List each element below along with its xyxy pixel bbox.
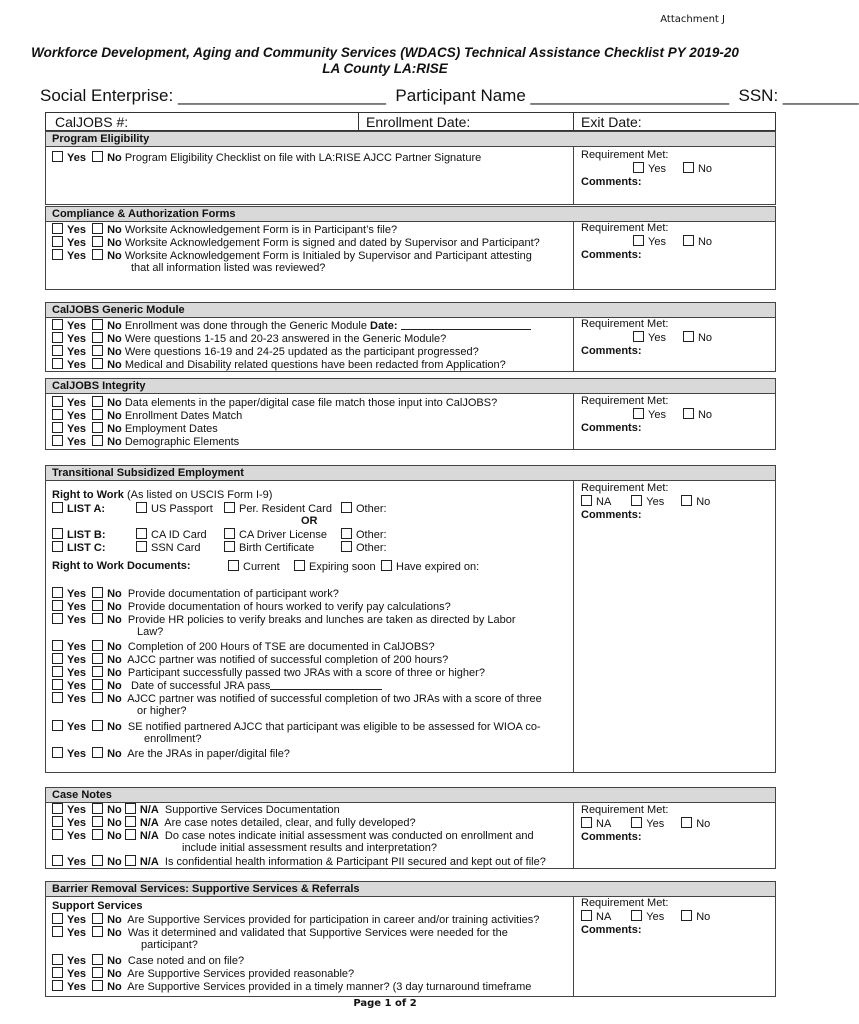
req-yes-checkbox[interactable] (633, 235, 644, 246)
no-checkbox[interactable] (92, 720, 103, 731)
no-checkbox[interactable] (92, 587, 103, 598)
req-no-checkbox[interactable] (681, 910, 692, 921)
yes-checkbox[interactable] (52, 692, 63, 703)
yes-checkbox[interactable] (52, 332, 63, 343)
enrollment-date-label: Enrollment Date: (366, 114, 471, 130)
req-yes-checkbox[interactable] (633, 408, 644, 419)
no-checkbox[interactable] (92, 816, 103, 827)
section-program-eligibility: Program Eligibility Yes No Program Eligibility Checklist on file with LA:RISE AJCC Partner Signature Requirement Met: Yes No Comments: (45, 131, 776, 205)
section-compliance-forms: Compliance & Authorization Forms Yes No Worksite Acknowledgement Form is in Participant’s file? Yes No Worksite Acknowledgement Form is signed and dated by Supervisor and Participant? Yes No Worksite Acknowledgement Form is Initialed by Supervisor and Participant attesting that all information listed was reviewed? Requirement Met: Yes No Comments: (45, 206, 776, 290)
yes-checkbox[interactable] (52, 587, 63, 598)
other-checkbox[interactable] (341, 541, 352, 552)
us-passport-checkbox[interactable] (136, 502, 147, 513)
no-checkbox[interactable] (92, 855, 103, 866)
no-checkbox[interactable] (92, 829, 103, 840)
yes-checkbox[interactable] (52, 816, 63, 827)
na-checkbox[interactable] (125, 855, 136, 866)
birth-cert-checkbox[interactable] (224, 541, 235, 552)
list-a-checkbox[interactable] (52, 502, 63, 513)
no-checkbox[interactable] (92, 653, 103, 664)
no-checkbox[interactable] (92, 747, 103, 758)
no-checkbox[interactable] (92, 358, 103, 369)
yes-checkbox[interactable] (52, 151, 63, 162)
req-yes-checkbox[interactable] (631, 910, 642, 921)
na-checkbox[interactable] (125, 829, 136, 840)
ca-id-checkbox[interactable] (136, 528, 147, 539)
no-checkbox[interactable] (92, 319, 103, 330)
requirement-met-block: Requirement Met: NA Yes No Comments: (581, 804, 711, 843)
no-checkbox[interactable] (92, 803, 103, 814)
yes-checkbox[interactable] (52, 913, 63, 924)
no-checkbox[interactable] (92, 926, 103, 937)
expired-checkbox[interactable] (381, 560, 392, 571)
yes-checkbox[interactable] (52, 345, 63, 356)
yes-checkbox[interactable] (52, 967, 63, 978)
req-yes-checkbox[interactable] (633, 162, 644, 173)
no-checkbox[interactable] (92, 151, 103, 162)
exit-date-label: Exit Date: (581, 114, 642, 130)
no-checkbox[interactable] (92, 422, 103, 433)
no-checkbox[interactable] (92, 613, 103, 624)
current-checkbox[interactable] (228, 560, 239, 571)
section-title: Compliance & Authorization Forms (46, 207, 775, 222)
page-number: Page 1 of 2 (353, 998, 417, 1009)
enrollment-date-field[interactable] (401, 319, 531, 330)
page-subtitle: LA County LA:RISE (322, 61, 448, 76)
req-no-checkbox[interactable] (681, 495, 692, 506)
req-no-checkbox[interactable] (683, 235, 694, 246)
list-c-checkbox[interactable] (52, 541, 63, 552)
section-caljobs-integrity: CalJOBS Integrity Yes No Data elements in the paper/digital case file match those input into CalJOBS? Yes No Enrollment Dates Match Yes No Employment Dates Yes No Demographic Elements Requirement Met: Yes No Comments: (45, 378, 776, 450)
section-barrier-removal: Barrier Removal Services: Supportive Services & Referrals Support Services Yes No Are Supportive Services provided for participation in career and/or training activities? Yes No Was it determined and validated that Supportive Services were needed for the participant? Yes No Case noted and on file? Yes No Are Supportive Services provided reasonable? Yes No Are Supportive Services provided in a timely manner? (3 day turnaround timeframe Requirement Met: NA Yes No Comments: (45, 881, 776, 997)
req-yes-checkbox[interactable] (633, 331, 644, 342)
yes-checkbox[interactable] (52, 679, 63, 690)
no-checkbox[interactable] (92, 967, 103, 978)
req-no-checkbox[interactable] (683, 331, 694, 342)
yes-checkbox[interactable] (52, 236, 63, 247)
req-na-checkbox[interactable] (581, 910, 592, 921)
req-na-checkbox[interactable] (581, 495, 592, 506)
no-checkbox[interactable] (92, 249, 103, 260)
no-checkbox[interactable] (92, 980, 103, 991)
no-checkbox[interactable] (92, 396, 103, 407)
yes-checkbox[interactable] (52, 319, 63, 330)
section-transitional-employment: Transitional Subsidized Employment Right to Work (As listed on USCIS Form I-9) LIST A: US Passport Per. Resident Card Other: OR LIST B: CA ID Card CA Driver License Other: LIST C: SSN Card Birth Certificate Other: Right to Work Documents: Current Expiring soon Have expired on: Yes No Provide documentation of participant work? Yes No Provide documentation of hours worked to verify pay calculations? Yes No Provide HR policies to verify breaks and lunches are taken as directed by Labor Law? Yes No Completion of 200 Hours of TSE are documented in CalJOBS? Yes No AJCC partner was notified of successful completion of 200 hours? Yes No Participant successfully passed two JRAs with a score of three or higher? Yes No Date of successful JRA pass Yes No AJCC partner was notified of successful completion of two JRAs with a score of three or higher? Yes No SE notified partnered AJCC that participant was eligible to be assessed for WIOA co- enrollment? Yes No Are the JRAs in paper/digital file? Requirement Met: NA Yes No Comments: (45, 465, 776, 773)
no-checkbox[interactable] (92, 345, 103, 356)
caljobs-info-row (45, 112, 776, 131)
requirement-met-block: Requirement Met: Yes No Comments: (581, 318, 713, 357)
no-checkbox[interactable] (92, 692, 103, 703)
requirement-met-block: Requirement Met: NA Yes No Comments: (581, 897, 711, 936)
section-title: CalJOBS Integrity (46, 379, 775, 394)
requirement-met-block: Requirement Met: Yes No Comments: (581, 222, 713, 261)
requirement-met-block: Requirement Met: Yes No Comments: (581, 149, 713, 188)
na-checkbox[interactable] (125, 816, 136, 827)
yes-checkbox[interactable] (52, 223, 63, 234)
expiring-checkbox[interactable] (294, 560, 305, 571)
section-title: Transitional Subsidized Employment (46, 466, 775, 481)
yes-checkbox[interactable] (52, 803, 63, 814)
req-yes-checkbox[interactable] (631, 817, 642, 828)
yes-checkbox[interactable] (52, 653, 63, 664)
section-title: CalJOBS Generic Module (46, 303, 775, 318)
yes-checkbox[interactable] (52, 435, 63, 446)
yes-checkbox[interactable] (52, 358, 63, 369)
page-title: Workforce Development, Aging and Community Services (WDACS) Technical Assistance Checklist PY 2019-20 (31, 45, 739, 60)
section-title: Barrier Removal Services: Supportive Services & Referrals (46, 882, 775, 897)
req-no-checkbox[interactable] (683, 162, 694, 173)
per-resident-checkbox[interactable] (224, 502, 235, 513)
no-checkbox[interactable] (92, 954, 103, 965)
yes-checkbox[interactable] (52, 954, 63, 965)
yes-checkbox[interactable] (52, 747, 63, 758)
no-checkbox[interactable] (92, 223, 103, 234)
req-no-checkbox[interactable] (683, 408, 694, 419)
yes-checkbox[interactable] (52, 640, 63, 651)
no-checkbox[interactable] (92, 435, 103, 446)
no-checkbox[interactable] (92, 913, 103, 924)
yes-checkbox[interactable] (52, 249, 63, 260)
jra-date-field[interactable] (270, 679, 382, 690)
req-yes-checkbox[interactable] (631, 495, 642, 506)
yes-checkbox[interactable] (52, 600, 63, 611)
section-title: Program Eligibility (46, 132, 775, 147)
section-case-notes: Case Notes Yes No N/A Supportive Services Documentation Yes No N/A Are case notes detailed, clear, and fully developed? Yes No N/A Do case notes indicate initial assessment was conducted on enrollment and include initial assessment results and interpretation? Yes No N/A Is confidential health information & Participant PII secured and kept out of file? Requirement Met: NA Yes No Comments: (45, 787, 776, 869)
list-b-checkbox[interactable] (52, 528, 63, 539)
yes-checkbox[interactable] (52, 980, 63, 991)
yes-checkbox[interactable] (52, 855, 63, 866)
req-no-checkbox[interactable] (681, 817, 692, 828)
yes-checkbox[interactable] (52, 829, 63, 840)
section-caljobs-generic: CalJOBS Generic Module Yes No Enrollment was done through the Generic Module Date: Yes No Were questions 1-15 and 20-23 answered in the Generic Module? Yes No Were questions 16-19 and 24-25 updated as the participant progressed? Yes No Medical and Disability related questions have been redacted from Application? Requirement Met: Yes No Comments: (45, 302, 776, 372)
yes-checkbox[interactable] (52, 422, 63, 433)
section-title: Case Notes (46, 788, 775, 803)
participant-header-line: Social Enterprise: ______________________ Participant Name _____________________ SSN: ________ (40, 86, 859, 105)
ssn-card-checkbox[interactable] (136, 541, 147, 552)
no-checkbox[interactable] (92, 409, 103, 420)
caljobs-number-label: CalJOBS #: (55, 114, 129, 130)
yes-checkbox[interactable] (52, 409, 63, 420)
attachment-label: Attachment J (660, 14, 725, 25)
requirement-met-block: Requirement Met: NA Yes No Comments: (581, 482, 711, 521)
yes-checkbox[interactable] (52, 396, 63, 407)
no-checkbox[interactable] (92, 236, 103, 247)
ca-dl-checkbox[interactable] (224, 528, 235, 539)
no-checkbox[interactable] (92, 332, 103, 343)
other-checkbox[interactable] (341, 502, 352, 513)
requirement-met-block: Requirement Met: Yes No Comments: (581, 395, 713, 434)
na-checkbox[interactable] (125, 803, 136, 814)
yes-checkbox[interactable] (52, 926, 63, 937)
no-checkbox[interactable] (92, 640, 103, 651)
no-checkbox[interactable] (92, 666, 103, 677)
yes-checkbox[interactable] (52, 613, 63, 624)
other-checkbox[interactable] (341, 528, 352, 539)
yes-checkbox[interactable] (52, 720, 63, 731)
req-na-checkbox[interactable] (581, 817, 592, 828)
no-checkbox[interactable] (92, 600, 103, 611)
no-checkbox[interactable] (92, 679, 103, 690)
yes-checkbox[interactable] (52, 666, 63, 677)
